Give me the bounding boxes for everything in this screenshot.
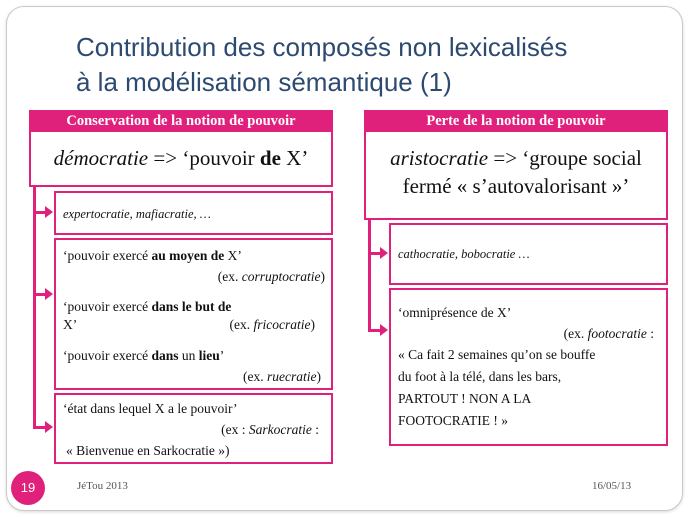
sense2-post: X’ bbox=[63, 317, 78, 332]
title-line-1: Contribution des composés non lexicalisés bbox=[76, 32, 568, 62]
footer-date: 16/05/13 bbox=[592, 480, 632, 492]
left-def-end: X’ bbox=[280, 146, 309, 170]
right-connector-line bbox=[368, 220, 371, 332]
left-state bbox=[63, 400, 325, 460]
arrow-right-icon bbox=[45, 288, 53, 300]
slide-title bbox=[76, 30, 666, 100]
right-def-rest: => ‘groupe social bbox=[488, 146, 642, 170]
left-definition bbox=[31, 132, 331, 172]
right-definition bbox=[366, 132, 666, 200]
sense3-ex-pre: (ex. bbox=[243, 369, 267, 384]
arrow-right-icon bbox=[380, 324, 388, 336]
state-line: ‘état dans lequel X a le pouvoir’ bbox=[63, 401, 238, 416]
left-def-word: démocratie bbox=[53, 146, 149, 170]
sense1-ex-post: ) bbox=[320, 269, 325, 284]
right-ex-post: : bbox=[646, 326, 654, 341]
page-number: 19 bbox=[11, 471, 45, 505]
state-quote: « Bienvenue en Sarkocratie ») bbox=[66, 443, 230, 458]
sense3-mid: un bbox=[178, 348, 199, 363]
right-quote-2: du foot à la télé, dans les bars, bbox=[398, 369, 562, 384]
right-ex-pre: (ex. bbox=[563, 326, 588, 341]
sense3-pre: ‘pouvoir exercé bbox=[63, 348, 152, 363]
sense3-bold1: dans bbox=[151, 348, 179, 363]
left-senses-box bbox=[54, 238, 333, 390]
arrow-right-icon bbox=[45, 421, 53, 433]
right-sense-example bbox=[398, 325, 660, 343]
right-header: Perte de la notion de pouvoir bbox=[364, 110, 668, 132]
left-state-box bbox=[54, 393, 333, 464]
sense1-post: X’ bbox=[224, 248, 242, 263]
right-quote-4: FOOTOCRATIE ! » bbox=[398, 413, 509, 428]
right-quote-1: « Ca fait 2 semaines qu’on se bouffe bbox=[398, 347, 596, 362]
footer-author: JéTou 2013 bbox=[77, 480, 128, 492]
right-sense-box bbox=[389, 288, 668, 446]
state-ex-post: : bbox=[311, 422, 319, 437]
right-def-word: aristocratie bbox=[390, 146, 489, 170]
right-ex-word: footocratie bbox=[587, 326, 647, 341]
right-examples: cathocratie, bobocratie … bbox=[398, 247, 530, 261]
arrow-right-icon bbox=[45, 206, 53, 218]
sense1-pre: ‘pouvoir exercé bbox=[63, 248, 152, 263]
state-ex-pre: (ex : bbox=[221, 422, 249, 437]
left-connector-line bbox=[33, 187, 36, 429]
left-def-bold: de bbox=[259, 146, 281, 170]
state-example bbox=[63, 421, 325, 439]
sense1-example bbox=[63, 268, 325, 286]
sense2-ex-pre: (ex. bbox=[229, 317, 254, 332]
title-line-2: à la modélisation sémantique (1) bbox=[76, 67, 452, 97]
right-examples-box bbox=[389, 223, 668, 285]
left-sense-2 bbox=[63, 298, 325, 334]
sense1-bold: au moyen de bbox=[151, 248, 225, 263]
left-definition-box bbox=[29, 132, 333, 187]
sense3-post: ’ bbox=[219, 348, 225, 363]
sense3-ex-post: ) bbox=[316, 369, 321, 384]
sense1-ex-word: corruptocratie bbox=[241, 269, 321, 284]
arrow-right-icon bbox=[380, 247, 388, 259]
right-def-line2: fermé « s’autovalorisant »’ bbox=[402, 174, 630, 198]
sense3-example bbox=[63, 368, 325, 386]
sense2-ex-post: ) bbox=[310, 317, 315, 332]
sense2-example bbox=[230, 316, 316, 334]
left-def-arrow: => ‘pouvoir bbox=[148, 146, 260, 170]
left-examples: expertocratie, mafiacratie, … bbox=[63, 207, 211, 221]
left-header: Conservation de la notion de pouvoir bbox=[29, 110, 333, 132]
right-sense-line: ‘omniprésence de X’ bbox=[398, 305, 512, 320]
right-sense bbox=[398, 304, 660, 430]
right-definition-box bbox=[364, 132, 668, 220]
sense2-bold: dans le but de bbox=[151, 299, 232, 314]
right-quote-3: PARTOUT ! NON A LA bbox=[398, 391, 532, 406]
left-sense-3 bbox=[63, 347, 325, 386]
sense3-ex-word: ruecratie bbox=[267, 369, 317, 384]
left-examples-box bbox=[54, 191, 333, 235]
sense2-pre: ‘pouvoir exercé bbox=[63, 299, 152, 314]
sense3-bold2: lieu bbox=[198, 348, 220, 363]
sense1-ex-pre: (ex. bbox=[217, 269, 242, 284]
sense2-ex-word: fricocratie bbox=[253, 317, 311, 332]
left-sense-1 bbox=[63, 247, 325, 286]
state-ex-word: Sarkocratie bbox=[248, 422, 312, 437]
